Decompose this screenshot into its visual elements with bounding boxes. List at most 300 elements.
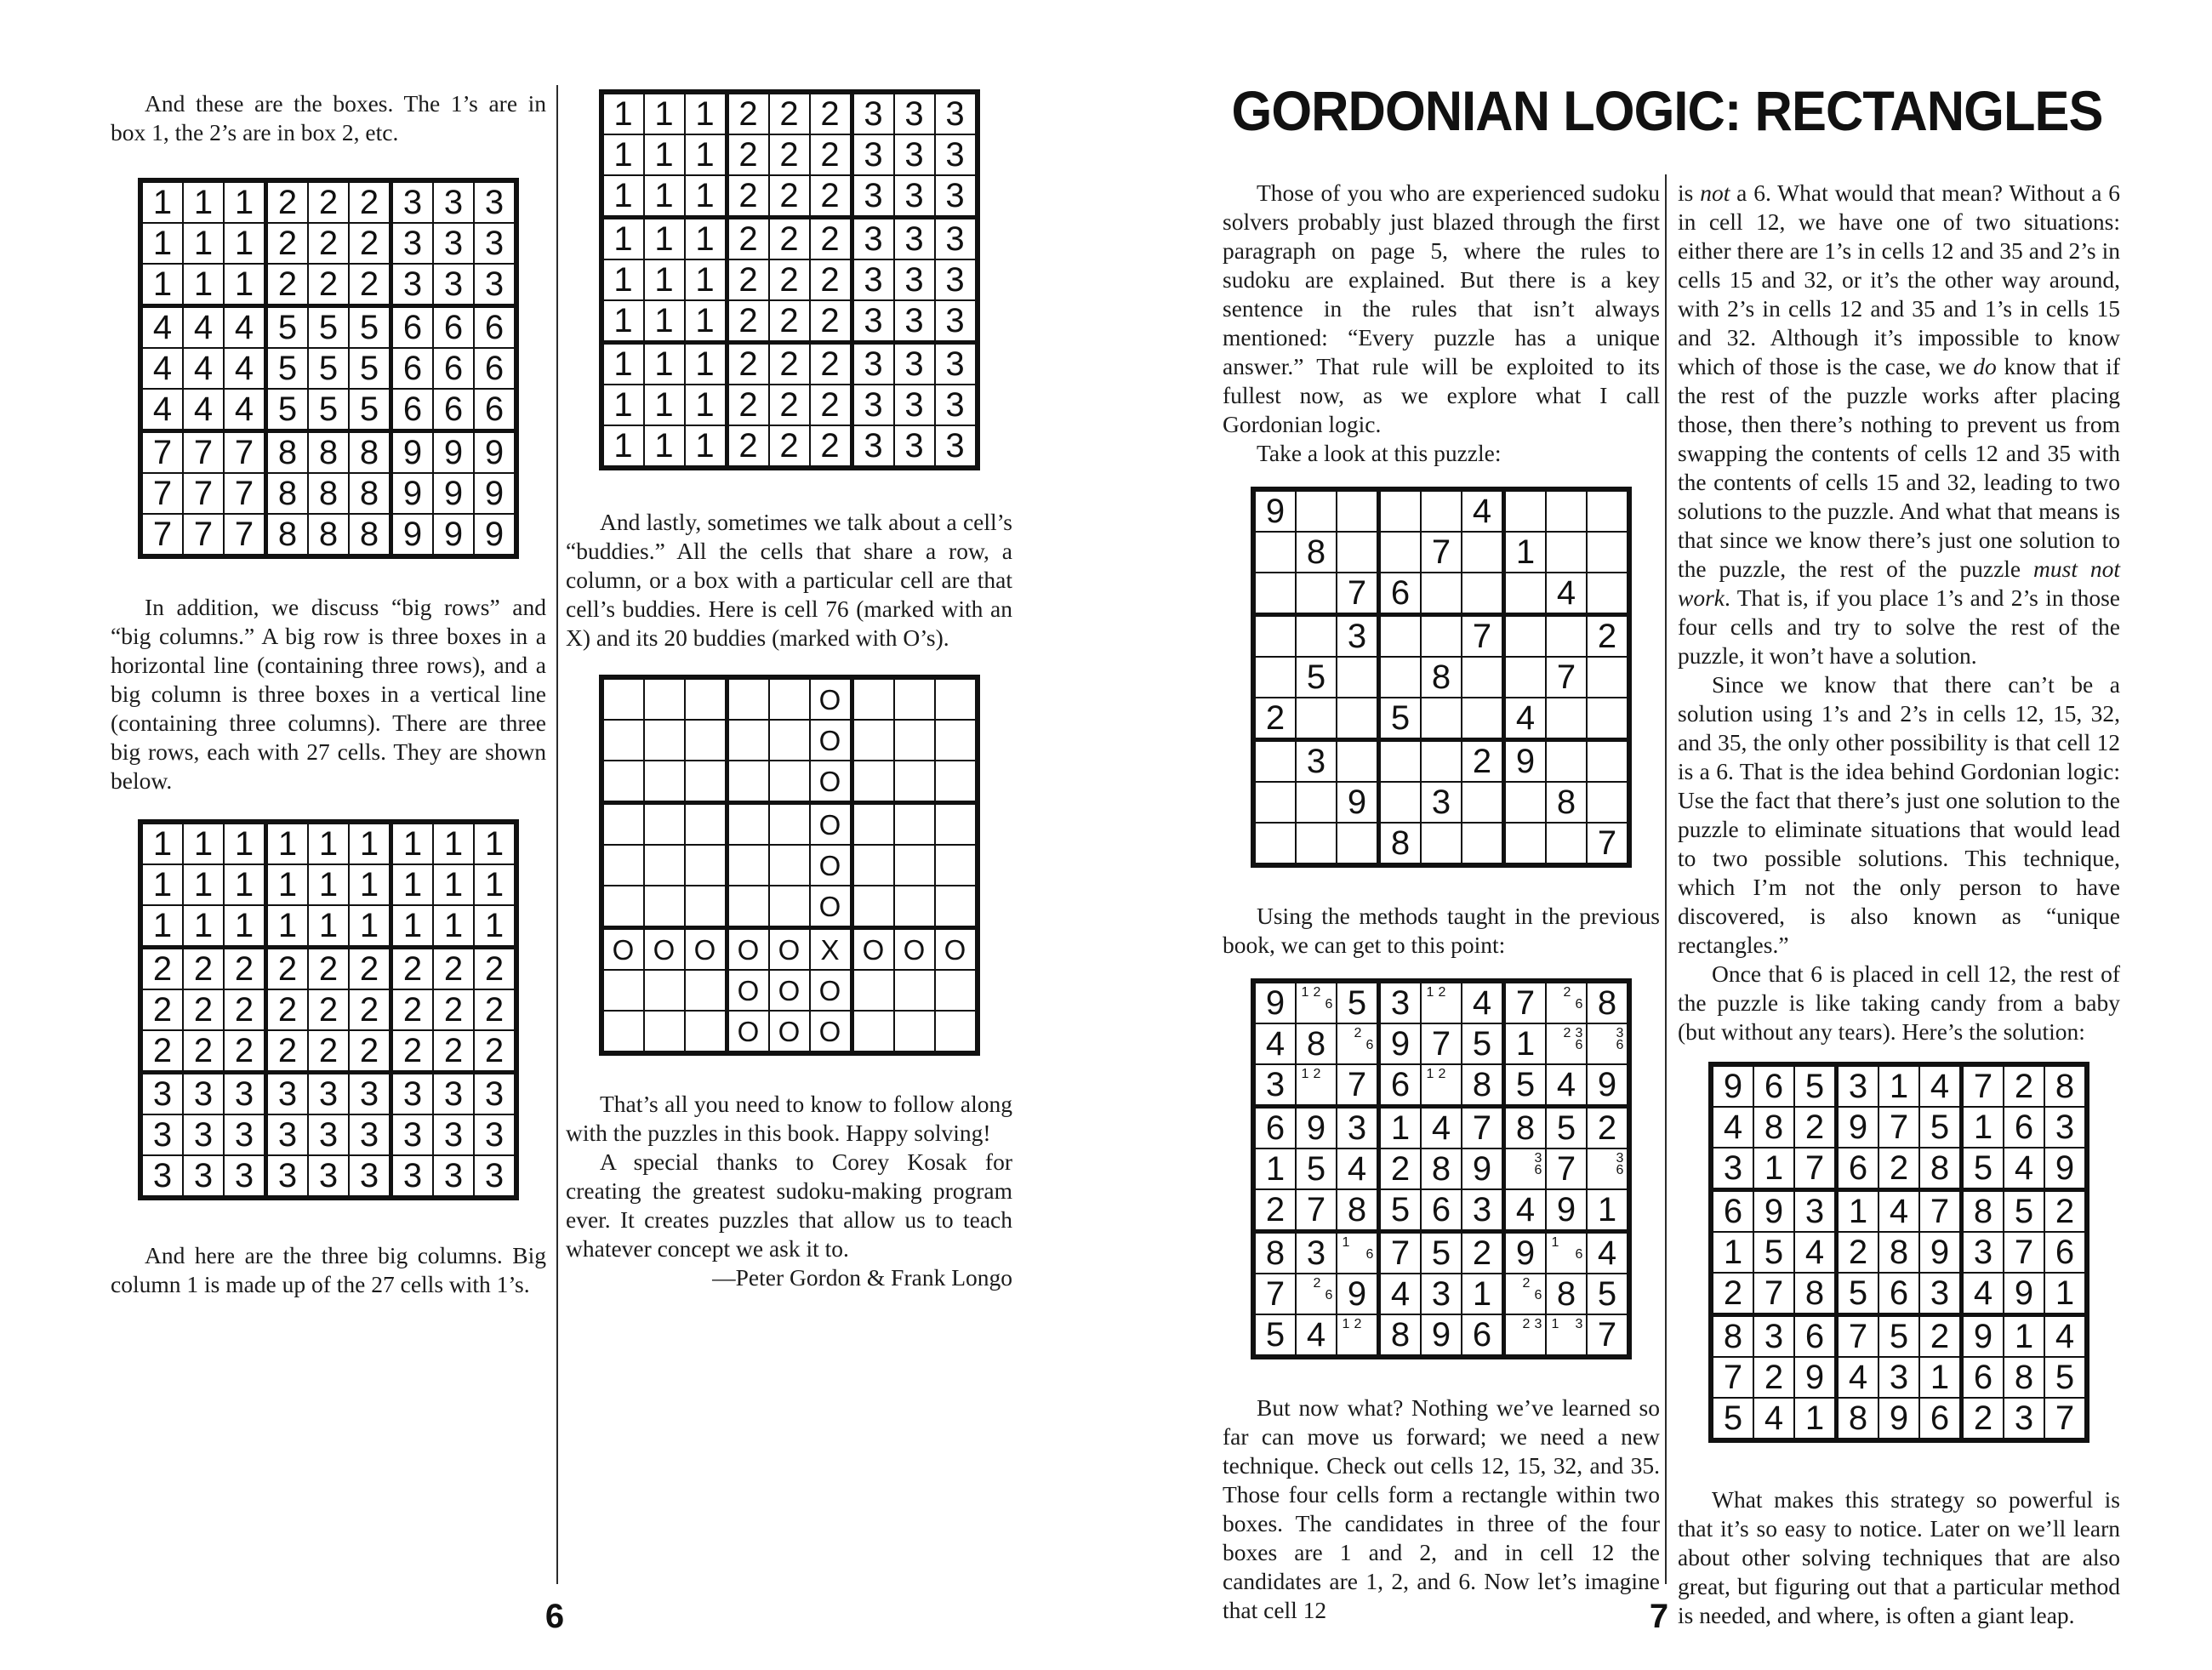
boxes-caption: And these are the boxes. The 1’s are in box 1, the 2’s are in box 2, etc.: [111, 90, 546, 145]
sudoku-cell: [894, 761, 935, 803]
sudoku-cell: [1462, 573, 1504, 615]
sudoku-cell: 2: [224, 948, 266, 990]
sudoku-cell: 1: [644, 385, 685, 425]
sudoku-cell: 2: [391, 989, 434, 1030]
sudoku-cell: [1462, 532, 1504, 573]
sudoku-cell: 3: [1337, 1107, 1379, 1149]
buddies-grid: [566, 675, 1012, 1056]
sudoku-cell: 8: [1253, 1232, 1296, 1274]
sudoku-cell: 6: [1711, 1190, 1753, 1233]
sudoku-cell: [685, 1011, 727, 1053]
sudoku-cell: 3: [852, 175, 894, 218]
sudoku-cell: 8: [1462, 1064, 1504, 1107]
sudoku-cell: 3: [224, 1155, 266, 1198]
sudoku-cell: 8: [1296, 532, 1337, 573]
sudoku-cell: [601, 761, 644, 803]
sudoku-cell: [727, 720, 769, 761]
sudoku-cell: [1587, 657, 1629, 698]
sudoku-cell: [1546, 489, 1587, 532]
sudoku-cell: [1253, 532, 1296, 573]
sudoku-cell: 5: [1379, 698, 1422, 740]
sudoku-cell: 4: [1421, 1107, 1462, 1149]
sudoku-cell: 2: [1462, 1232, 1504, 1274]
sudoku-cell: [685, 886, 727, 928]
sudoku-cell: 1: [601, 300, 644, 343]
sudoku-cell: 8: [1837, 1398, 1879, 1440]
since-we-know-paragraph: Since we know that there can’t be a solution using 1’s and 2’s in cells 12, 15, 32, and 35, the only other possibility is that cell 12 is a 6. That is the idea behind Gordonian logic: Use the fact that there’s just one solution to the puzzle to eliminate situations that would lead to two possible solutions. This technique, which I’m not the only person to have discovered, is also known as “unique rectangles.”: [1678, 671, 2120, 958]
sudoku-cell: 1: [183, 822, 224, 864]
sudoku-cell: 4: [1711, 1107, 1753, 1148]
sudoku-cell: [1296, 823, 1337, 865]
sudoku-cell: [769, 677, 810, 720]
page-number-6: 6: [544, 1598, 565, 1635]
pencil-mark: 1: [1342, 1235, 1350, 1250]
sudoku-cell: 3: [1753, 1315, 1794, 1358]
sudoku-cell: 9: [1253, 981, 1296, 1023]
sudoku-cell: [1421, 1064, 1462, 1107]
sudoku-cell: 3: [433, 264, 474, 306]
sudoku-cell: 2: [1587, 615, 1629, 658]
sudoku-cell: 1: [601, 218, 644, 260]
sudoku-cell: 3: [391, 264, 434, 306]
sudoku-cell: 1: [644, 425, 685, 468]
page7-left-column: [1223, 179, 1660, 1625]
sudoku-cell: [852, 970, 894, 1011]
sudoku-cell: 9: [2044, 1148, 2087, 1190]
sudoku-cell: 1: [224, 223, 266, 264]
sudoku-cell: 8: [1546, 1274, 1587, 1314]
sudoku-cell: 7: [1919, 1190, 1962, 1233]
sudoku-cell: [601, 886, 644, 928]
sudoku-cell: 1: [183, 180, 224, 223]
sudoku-cell: 8: [308, 514, 349, 556]
sudoku-cell: [1421, 698, 1462, 740]
sudoku-cell: [601, 803, 644, 846]
pencil-mark: 6: [1534, 1163, 1542, 1177]
sudoku-cell: 1: [2004, 1315, 2044, 1358]
sudoku-cell: [935, 886, 978, 928]
sudoku-cell: 1: [183, 223, 224, 264]
sudoku-cell: 9: [1253, 489, 1296, 532]
sudoku-cell: 5: [1253, 1314, 1296, 1357]
sudoku-cell: [894, 845, 935, 886]
sudoku-cell: [935, 970, 978, 1011]
sudoku-cell: 1: [224, 864, 266, 905]
sudoku-cell: 3: [852, 343, 894, 385]
sudoku-cell: 2: [727, 259, 769, 300]
sudoku-cell: [1421, 573, 1462, 615]
pencil-mark: 6: [1365, 1038, 1374, 1052]
sudoku-cell: 2: [308, 1030, 349, 1073]
sudoku-cell: [1587, 1148, 1629, 1189]
sudoku-cell: 4: [1878, 1190, 1919, 1233]
sudoku-cell: 7: [1462, 615, 1504, 658]
sudoku-cell: [769, 886, 810, 928]
sudoku-cell: 5: [1919, 1107, 1962, 1148]
sudoku-cell: 2: [349, 989, 391, 1030]
sudoku-cell: [852, 886, 894, 928]
sudoku-cell: 3: [935, 259, 978, 300]
sudoku-cell: 4: [1587, 1232, 1629, 1274]
page6-right-column: [566, 89, 1012, 1292]
sudoku-cell: 1: [644, 300, 685, 343]
sudoku-cell: [935, 1011, 978, 1053]
sudoku-cell: 4: [224, 389, 266, 431]
page-number-7: 7: [1649, 1598, 1669, 1635]
sudoku-cell: 9: [1794, 1357, 1837, 1398]
sudoku-cell: 5: [1711, 1398, 1753, 1440]
sudoku-cell: [1421, 823, 1462, 865]
sudoku-cell: [1462, 698, 1504, 740]
sudoku-cell: 2: [433, 989, 474, 1030]
sudoku-cell: [601, 677, 644, 720]
sudoku-cell: 1: [1962, 1107, 2004, 1148]
sudoku-cell: 3: [935, 175, 978, 218]
sudoku-cell: [894, 720, 935, 761]
sudoku-cell: 3: [935, 300, 978, 343]
sudoku-cell: [852, 845, 894, 886]
sudoku-cell: 1: [266, 822, 309, 864]
sudoku-cell: 2: [474, 948, 516, 990]
sudoku-cell: 2: [140, 948, 183, 990]
sudoku-cell: 3: [1837, 1064, 1879, 1107]
sudoku-cell: 2: [1878, 1148, 1919, 1190]
sudoku-cell: [1504, 615, 1547, 658]
sudoku-cell: 3: [1962, 1232, 2004, 1273]
sudoku-cell: 7: [1546, 1148, 1587, 1189]
sudoku-cell: [852, 677, 894, 720]
sudoku-cell: 1: [685, 134, 727, 175]
sudoku-cell: 3: [433, 180, 474, 223]
sudoku-cell: 4: [183, 389, 224, 431]
sudoku-cell: [1421, 489, 1462, 532]
using-methods-caption: Using the methods taught in the previous book, we can get to this point:: [1223, 903, 1660, 958]
sudoku-cell: 1: [644, 175, 685, 218]
sudoku-cell: 4: [1546, 573, 1587, 615]
sudoku-cell: 2: [183, 989, 224, 1030]
sudoku-cell: 9: [2004, 1273, 2044, 1315]
sudoku-cell: 1: [140, 822, 183, 864]
sudoku-cell: 7: [140, 473, 183, 514]
sudoku-cell: [1504, 1148, 1547, 1189]
big-rows-caption: In addition, we discuss “big rows” and “big columns.” A big row is three boxes in a horizontal line (containing three rows), and a big column is three boxes in a vertical line (containing three columns). There are three big rows, each with 27 cells. They are shown below.: [111, 594, 546, 794]
sudoku-cell: [644, 886, 685, 928]
sudoku-cell: 4: [1462, 981, 1504, 1023]
sudoku-cell: 3: [474, 1114, 516, 1155]
sudoku-cell: 5: [1379, 1189, 1422, 1232]
sudoku-cell: 3: [852, 259, 894, 300]
sudoku-cell: 7: [1421, 1023, 1462, 1064]
big-columns-caption: And here are the three big columns. Big column 1 is made up of the 27 cells with 1’s.: [111, 1242, 546, 1297]
sudoku-cell: 3: [894, 343, 935, 385]
sudoku-cell: 9: [474, 514, 516, 556]
sudoku-cell: [1253, 573, 1296, 615]
pencil-mark: 2: [1522, 1276, 1531, 1291]
sudoku-cell: [1546, 1232, 1587, 1274]
sudoku-cell: 2: [308, 180, 349, 223]
sudoku-cell: 2: [769, 343, 810, 385]
sudoku-cell: [601, 970, 644, 1011]
sudoku-cell: 1: [644, 259, 685, 300]
pencil-mark: 6: [1575, 1247, 1583, 1262]
sudoku-cell: 8: [1962, 1190, 2004, 1233]
pencil-mark: 3: [1575, 1026, 1583, 1040]
sudoku-cell: 1: [685, 175, 727, 218]
sudoku-cell: 9: [391, 514, 434, 556]
sudoku-cell: 2: [769, 425, 810, 468]
sudoku-cell: 2: [140, 1030, 183, 1073]
sudoku-cell: [644, 761, 685, 803]
sudoku-cell: 7: [1587, 823, 1629, 865]
sudoku-cell: 7: [1253, 1274, 1296, 1314]
sudoku-cell: [1296, 489, 1337, 532]
sudoku-cell: [1587, 782, 1629, 823]
sudoku-cell: 1: [433, 864, 474, 905]
sudoku-cell: 2: [433, 1030, 474, 1073]
sudoku-cell: 3: [1421, 782, 1462, 823]
sudoku-cell: 1: [2044, 1273, 2087, 1315]
pencil-mark: 2: [1354, 1317, 1362, 1331]
sudoku-cell: O: [769, 970, 810, 1011]
sudoku-cell: 3: [894, 134, 935, 175]
pencil-mark: 3: [1616, 1151, 1624, 1166]
sudoku-cell: 1: [685, 259, 727, 300]
sudoku-cell: 6: [2044, 1232, 2087, 1273]
sudoku-cell: 3: [852, 218, 894, 260]
sudoku-cell: 7: [1587, 1314, 1629, 1357]
sudoku-cell: O: [810, 803, 852, 846]
sudoku-cell: [894, 1011, 935, 1053]
sudoku-cell: 1: [601, 385, 644, 425]
sudoku-cell: O: [685, 928, 727, 971]
sudoku-cell: 2: [1919, 1315, 1962, 1358]
big-columns-grid: [566, 89, 1012, 470]
sudoku-cell: 3: [433, 1155, 474, 1198]
sudoku-cell: 3: [183, 1073, 224, 1115]
sudoku-cell: 3: [1296, 1232, 1337, 1274]
sudoku-cell: [1421, 740, 1462, 783]
sudoku-cell: 3: [935, 343, 978, 385]
sudoku-cell: 3: [2044, 1107, 2087, 1148]
sudoku-cell: 1: [391, 905, 434, 948]
pencil-mark: 6: [1575, 1038, 1583, 1052]
sudoku-cell: 9: [1504, 1232, 1547, 1274]
sudoku-cell: 1: [140, 180, 183, 223]
sudoku-cell: [1379, 657, 1422, 698]
sudoku-cell: 2: [1711, 1273, 1753, 1315]
sudoku-cell: [1462, 823, 1504, 865]
sudoku-cell: 2: [349, 223, 391, 264]
sudoku-cell: 2: [727, 134, 769, 175]
sudoku-cell: 1: [1711, 1232, 1753, 1273]
sudoku-cell: 9: [474, 473, 516, 514]
sudoku-cell: [1296, 573, 1337, 615]
sudoku-cell: 2: [1379, 1148, 1422, 1189]
sudoku-cell: 1: [644, 218, 685, 260]
sudoku-cell: 2: [433, 948, 474, 990]
sudoku-cell: 7: [1296, 1189, 1337, 1232]
sudoku-cell: 1: [433, 905, 474, 948]
sudoku-cell: [852, 720, 894, 761]
sudoku-cell: 3: [266, 1114, 309, 1155]
pencil-mark: 2: [1313, 1067, 1321, 1081]
sudoku-cell: 1: [685, 92, 727, 134]
sudoku-cell: O: [727, 970, 769, 1011]
take-a-look-line: Take a look at this puzzle:: [1257, 440, 1502, 466]
sudoku-cell: 5: [2044, 1357, 2087, 1398]
sudoku-cell: 7: [183, 473, 224, 514]
sudoku-cell: 3: [1421, 1274, 1462, 1314]
sudoku-cell: 9: [391, 473, 434, 514]
sudoku-cell: 1: [644, 92, 685, 134]
sudoku-cell: 3: [224, 1073, 266, 1115]
sudoku-cell: 3: [1794, 1190, 1837, 1233]
sudoku-cell: 5: [1794, 1064, 1837, 1107]
sudoku-cell: 9: [1587, 1064, 1629, 1107]
sudoku-cell: 6: [391, 306, 434, 349]
sudoku-cell: 2: [183, 1030, 224, 1073]
sudoku-cell: 6: [474, 389, 516, 431]
sudoku-cell: 7: [1337, 1064, 1379, 1107]
sudoku-cell: 2: [391, 1030, 434, 1073]
sudoku-cell: O: [644, 928, 685, 971]
boxes-grid: [111, 178, 546, 559]
sudoku-cell: 2: [727, 343, 769, 385]
sudoku-cell: O: [810, 970, 852, 1011]
sudoku-cell: 9: [1837, 1107, 1879, 1148]
sudoku-cell: 1: [140, 223, 183, 264]
sudoku-cell: 2: [349, 1030, 391, 1073]
sudoku-cell: [1504, 657, 1547, 698]
sudoku-cell: 8: [1421, 1148, 1462, 1189]
sudoku-cell: [1587, 489, 1629, 532]
sudoku-cell: [685, 720, 727, 761]
sudoku-cell: 8: [308, 431, 349, 474]
sudoku-cell: [644, 720, 685, 761]
sudoku-cell: 1: [1504, 532, 1547, 573]
sudoku-cell: 4: [2004, 1148, 2044, 1190]
sudoku-cell: 2: [810, 300, 852, 343]
sudoku-cell: 4: [140, 389, 183, 431]
sudoku-cell: 1: [224, 264, 266, 306]
sudoku-cell: 5: [1337, 981, 1379, 1023]
sudoku-cell: [1296, 981, 1337, 1023]
sudoku-cell: 3: [1711, 1148, 1753, 1190]
sudoku-cell: 7: [2004, 1232, 2044, 1273]
sudoku-cell: 1: [1462, 1274, 1504, 1314]
sudoku-cell: [601, 845, 644, 886]
pencil-mark: 1: [1551, 1235, 1559, 1250]
sudoku-cell: 2: [1962, 1398, 2004, 1440]
sudoku-cell: 7: [224, 473, 266, 514]
sudoku-cell: 3: [140, 1073, 183, 1115]
sudoku-cell: 4: [1919, 1064, 1962, 1107]
sudoku-cell: 1: [140, 905, 183, 948]
sudoku-cell: 1: [349, 864, 391, 905]
sudoku-cell: O: [810, 761, 852, 803]
sudoku-cell: 7: [183, 431, 224, 474]
pencil-mark: 2: [1313, 1276, 1321, 1291]
sudoku-cell: [1253, 740, 1296, 783]
sudoku-cell: [1546, 1023, 1587, 1064]
sudoku-cell: 1: [644, 134, 685, 175]
sudoku-cell: [727, 886, 769, 928]
page-title: [1123, 78, 2212, 143]
sudoku-cell: 6: [1379, 1064, 1422, 1107]
sudoku-cell: 7: [1337, 573, 1379, 615]
sudoku-cell: 3: [935, 425, 978, 468]
sudoku-cell: 3: [894, 259, 935, 300]
pencil-mark: 2: [1354, 1026, 1362, 1040]
sudoku-cell: [727, 761, 769, 803]
pencil-mark: 3: [1534, 1317, 1542, 1331]
sudoku-cell: [1337, 1314, 1379, 1357]
sudoku-cell: 6: [474, 306, 516, 349]
pencil-mark: 2: [1563, 1026, 1571, 1040]
sudoku-cell: 3: [894, 425, 935, 468]
sudoku-cell: [1504, 823, 1547, 865]
sudoku-cell: O: [935, 928, 978, 971]
sudoku-cell: O: [852, 928, 894, 971]
sudoku-cell: 1: [601, 259, 644, 300]
sudoku-cell: 3: [935, 92, 978, 134]
sudoku-cell: 6: [1421, 1189, 1462, 1232]
sudoku-cell: 9: [1337, 782, 1379, 823]
sudoku-cell: 1: [224, 905, 266, 948]
sudoku-cell: [935, 720, 978, 761]
sudoku-cell: 3: [308, 1155, 349, 1198]
pencil-mark: 3: [1575, 1317, 1583, 1331]
sudoku-cell: 7: [1962, 1064, 2004, 1107]
sudoku-cell: 3: [474, 223, 516, 264]
sudoku-cell: 3: [224, 1114, 266, 1155]
sudoku-cell: 1: [685, 385, 727, 425]
sudoku-cell: 2: [810, 218, 852, 260]
sudoku-cell: 1: [474, 864, 516, 905]
sudoku-cell: 1: [183, 905, 224, 948]
sudoku-cell: [1546, 698, 1587, 740]
sudoku-cell: 8: [1504, 1107, 1547, 1149]
sudoku-cell: 8: [1379, 1314, 1422, 1357]
sudoku-cell: 2: [266, 264, 309, 306]
sudoku-cell: 2: [810, 385, 852, 425]
sudoku-cell: 8: [349, 473, 391, 514]
sudoku-cell: 1: [1587, 1189, 1629, 1232]
sudoku-cell: [644, 970, 685, 1011]
sudoku-cell: 3: [140, 1155, 183, 1198]
sudoku-cell: 1: [266, 864, 309, 905]
sudoku-cell: 7: [224, 514, 266, 556]
sudoku-cell: 1: [601, 134, 644, 175]
sudoku-cell: 6: [1462, 1314, 1504, 1357]
sudoku-cell: [935, 845, 978, 886]
sudoku-cell: 1: [685, 425, 727, 468]
sudoku-cell: 6: [1794, 1315, 1837, 1358]
sudoku-cell: 8: [1296, 1023, 1337, 1064]
sudoku-cell: 2: [769, 92, 810, 134]
sudoku-cell: 5: [1296, 657, 1337, 698]
sudoku-cell: [685, 970, 727, 1011]
sudoku-cell: 3: [266, 1155, 309, 1198]
sudoku-cell: 9: [1711, 1064, 1753, 1107]
sudoku-cell: [852, 761, 894, 803]
sudoku-cell: O: [727, 1011, 769, 1053]
sudoku-cell: [1379, 740, 1422, 783]
sudoku-cell: 8: [266, 473, 309, 514]
sudoku-cell: 1: [1253, 1148, 1296, 1189]
sudoku-cell: 1: [685, 218, 727, 260]
sudoku-cell: 6: [1837, 1148, 1879, 1190]
